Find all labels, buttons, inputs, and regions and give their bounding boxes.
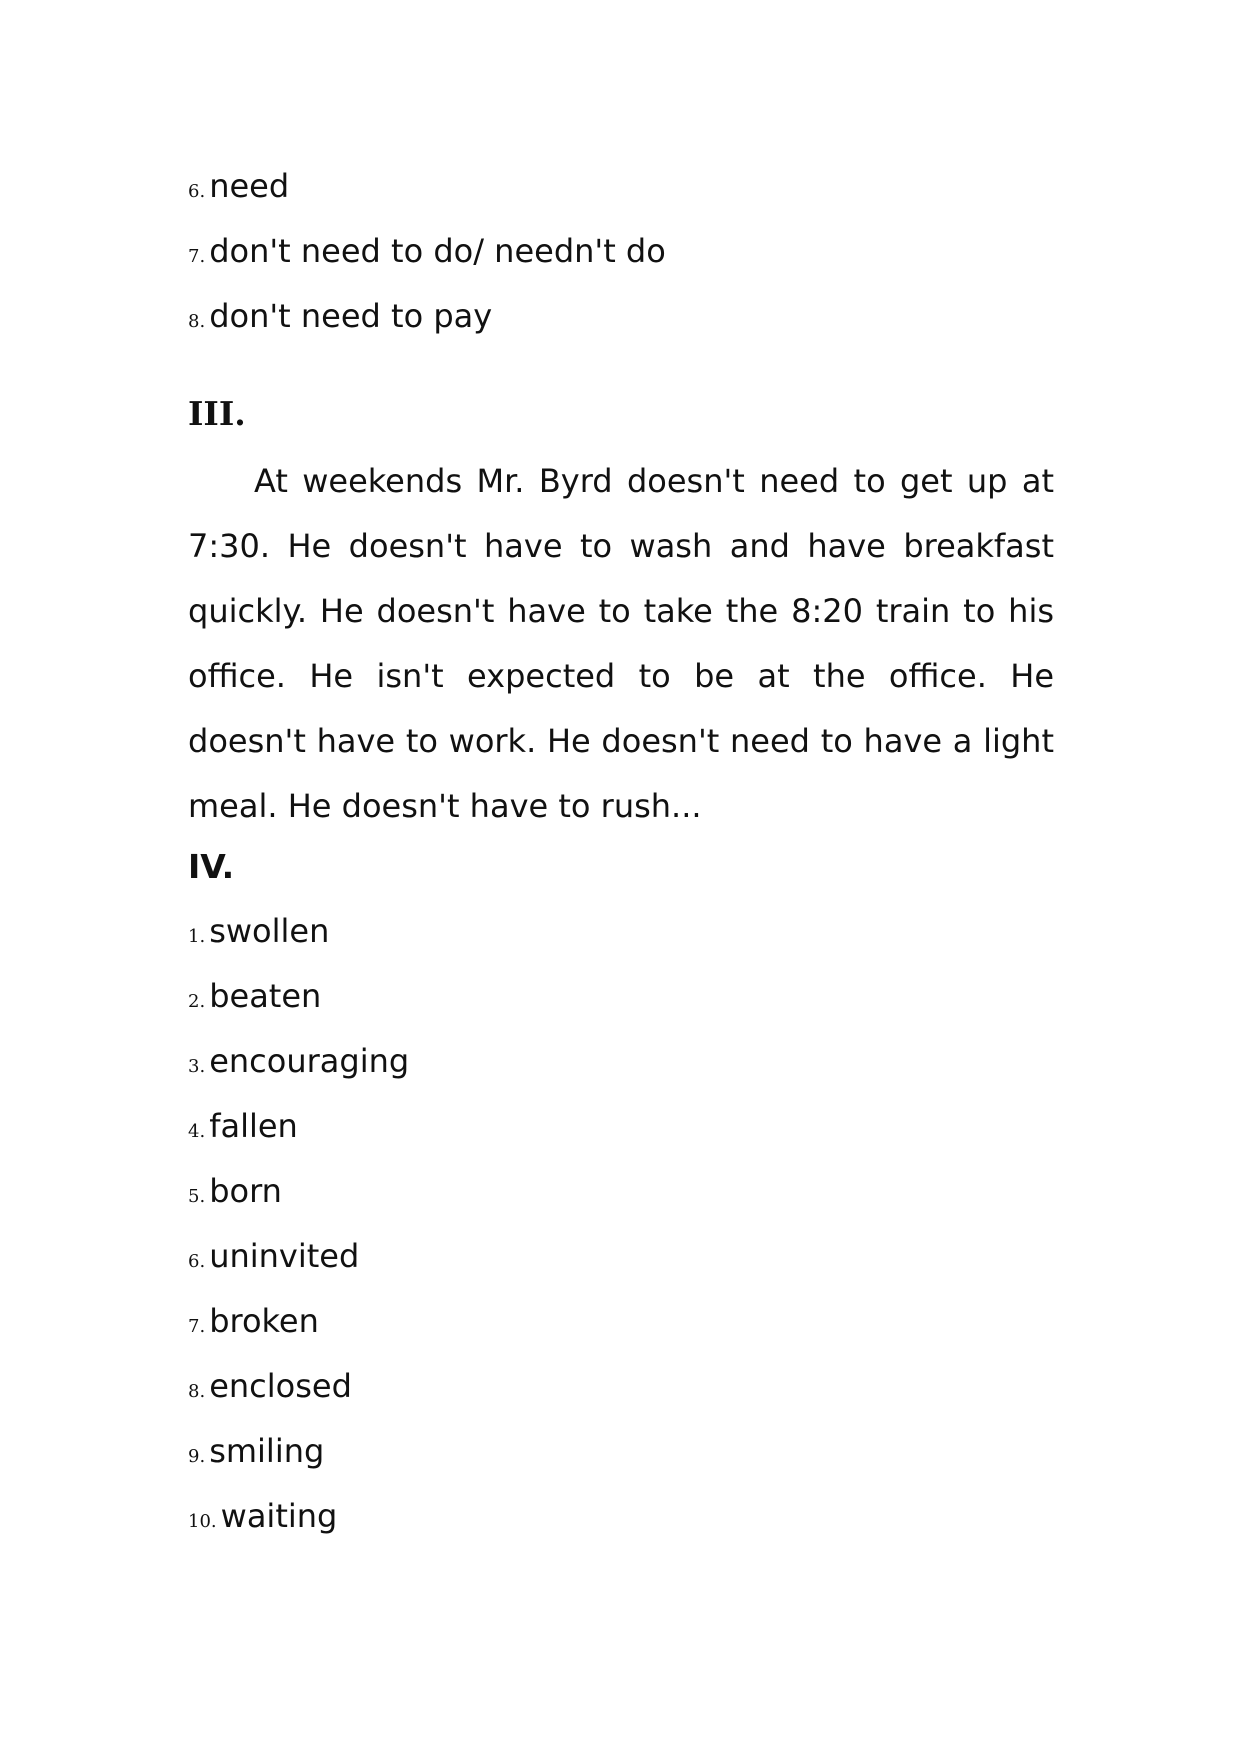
list-item xyxy=(188,1362,352,1410)
item-answer: encouraging xyxy=(209,1042,410,1080)
item-answer: swollen xyxy=(209,912,330,950)
list-item xyxy=(188,972,321,1020)
list-item xyxy=(188,1037,409,1085)
item-answer: waiting xyxy=(220,1497,338,1535)
answer-key-page xyxy=(188,0,1054,1754)
list-item xyxy=(188,1102,298,1150)
list-item xyxy=(188,1297,319,1345)
item-number: 10. xyxy=(188,1511,217,1532)
list-item xyxy=(188,227,666,275)
item-number: 4. xyxy=(188,1121,206,1142)
section-heading-iii: III. xyxy=(188,394,246,433)
item-number: 8. xyxy=(188,1381,206,1402)
item-answer: don't need to do/ needn't do xyxy=(209,232,666,270)
list-item xyxy=(188,162,289,210)
item-answer: born xyxy=(209,1172,282,1210)
item-number: 3. xyxy=(188,1056,206,1077)
section-heading-iv: IV. xyxy=(188,847,235,886)
item-answer: need xyxy=(209,167,290,205)
item-answer: uninvited xyxy=(209,1237,360,1275)
item-number: 5. xyxy=(188,1186,206,1207)
list-item xyxy=(188,1232,359,1280)
list-item xyxy=(188,1167,282,1215)
item-number: 9. xyxy=(188,1446,206,1467)
list-item xyxy=(188,1492,337,1540)
item-number: 7. xyxy=(188,1316,206,1337)
item-number: 7. xyxy=(188,246,206,267)
item-number: 6. xyxy=(188,181,206,202)
item-answer: fallen xyxy=(209,1107,298,1145)
item-number: 2. xyxy=(188,991,206,1012)
item-number: 8. xyxy=(188,311,206,332)
item-answer: enclosed xyxy=(209,1367,352,1405)
list-item xyxy=(188,907,329,955)
item-answer: don't need to pay xyxy=(209,297,493,335)
item-number: 1. xyxy=(188,926,206,947)
list-item xyxy=(188,1427,324,1475)
item-answer: broken xyxy=(209,1302,319,1340)
list-item xyxy=(188,292,492,340)
section-iii-paragraph: At weekends Mr. Byrd doesn't need to get up at 7:30. He doesn't have to wash and have breakfast quickly. He doesn't have to take the 8:20 train to his office. He isn't expected to be at the office. He doesn't have to work. He doesn't need to have a light meal. He doesn't have to rush... xyxy=(188,462,1054,825)
item-answer: smiling xyxy=(209,1432,325,1470)
item-number: 6. xyxy=(188,1251,206,1272)
item-answer: beaten xyxy=(209,977,322,1015)
